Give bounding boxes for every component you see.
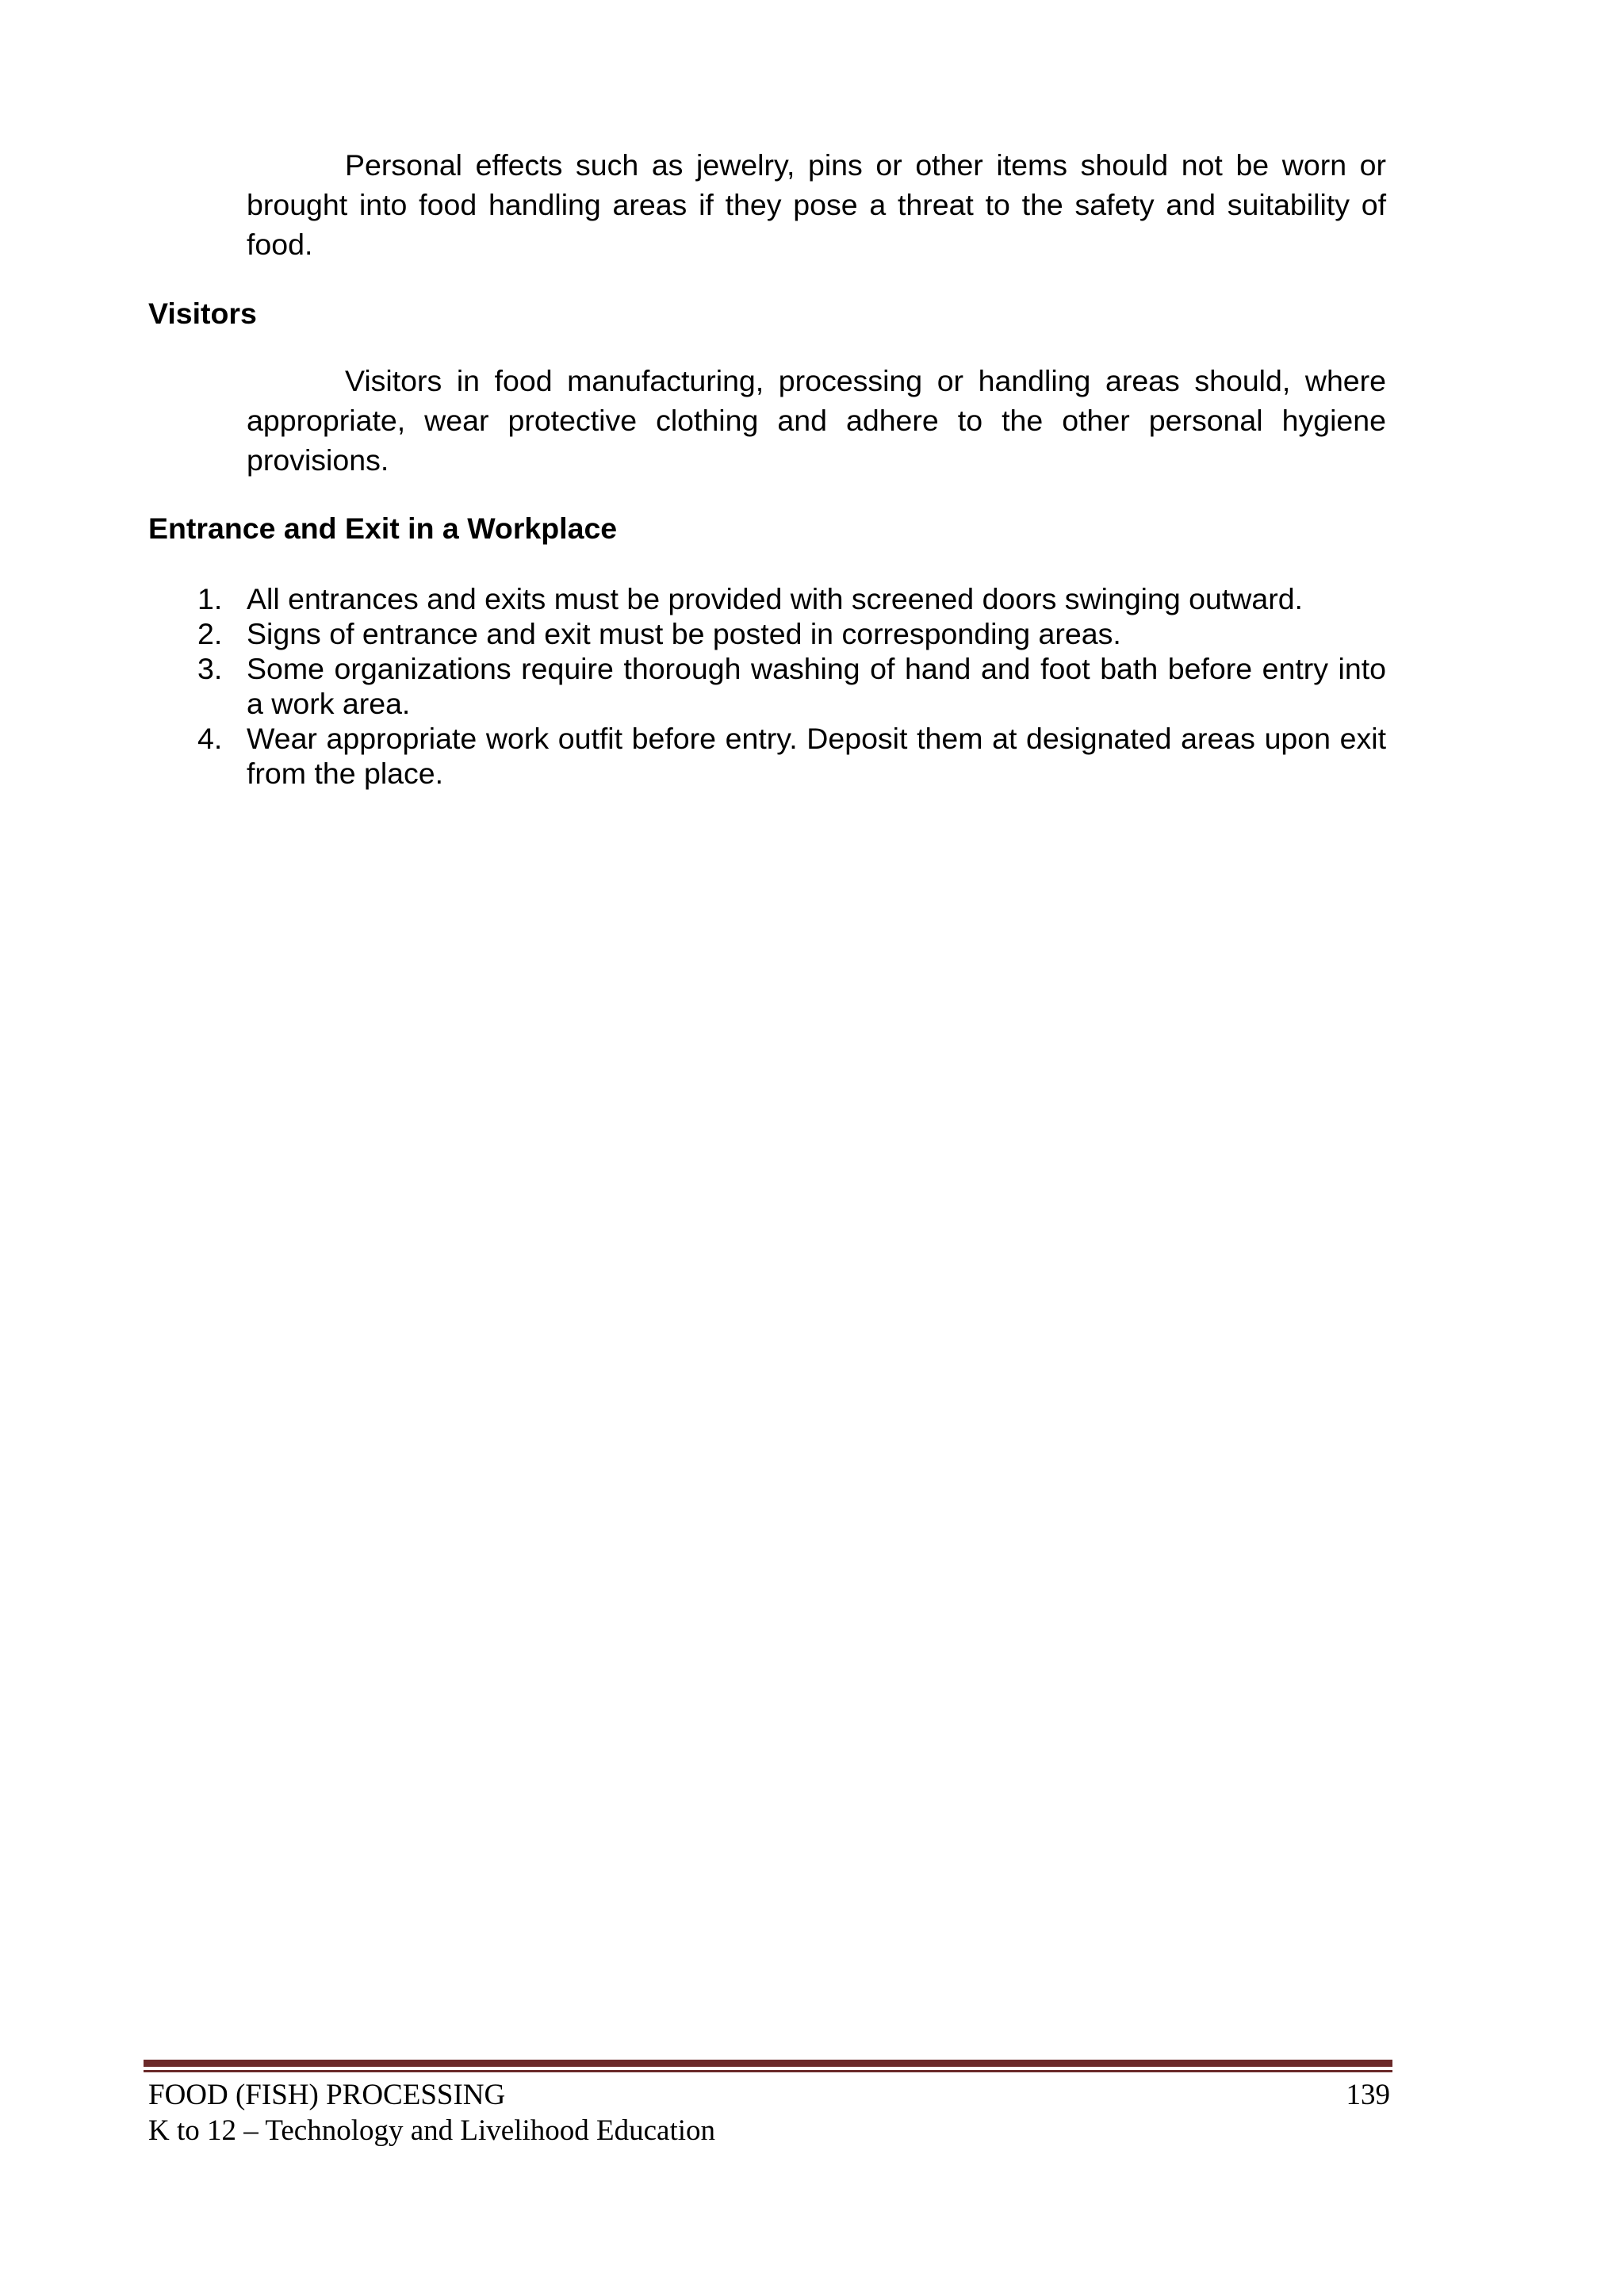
- list-item-text: Signs of entrance and exit must be posted in corresponding areas.: [247, 617, 1121, 650]
- list-item: [148, 581, 1386, 616]
- list-item-text: Wear appropriate work outfit before entry. Deposit them at designated areas upon exit from the place.: [247, 722, 1386, 790]
- list-item-text: All entrances and exits must be provided with screened doors swinging outward.: [247, 582, 1303, 615]
- list-item-number: 3.: [197, 652, 223, 685]
- paragraph-personal-effects: Personal effects such as jewelry, pins or other items should not be worn or brought into food handling areas if they pose a threat to the safety and suitability of food.: [247, 148, 1386, 261]
- list-item-number: 2.: [197, 617, 223, 650]
- footer-page-number: 139: [1346, 2079, 1390, 2111]
- list-item: [148, 651, 1386, 721]
- entrance-exit-list: [148, 581, 1386, 791]
- list-item-number: 4.: [197, 722, 223, 755]
- heading-visitors: Visitors: [148, 297, 257, 330]
- list-item: [148, 616, 1386, 651]
- heading-entrance-exit: Entrance and Exit in a Workplace: [148, 512, 618, 545]
- footer-subject-title: FOOD (FISH) PROCESSING: [148, 2079, 506, 2111]
- paragraph-visitors: Visitors in food manufacturing, processing or handling areas should, where appropriate, wear protective clothing and adhere to the other personal hygiene provisions.: [247, 364, 1386, 477]
- footer-rule-thick: [144, 2060, 1392, 2067]
- list-item-text: Some organizations require thorough washing of hand and foot bath before entry into a work area.: [247, 652, 1386, 720]
- list-item: [148, 721, 1386, 791]
- list-item-number: 1.: [197, 582, 223, 615]
- footer-rule-thin: [144, 2070, 1392, 2072]
- footer-curriculum-title: K to 12 – Technology and Livelihood Education: [148, 2114, 716, 2147]
